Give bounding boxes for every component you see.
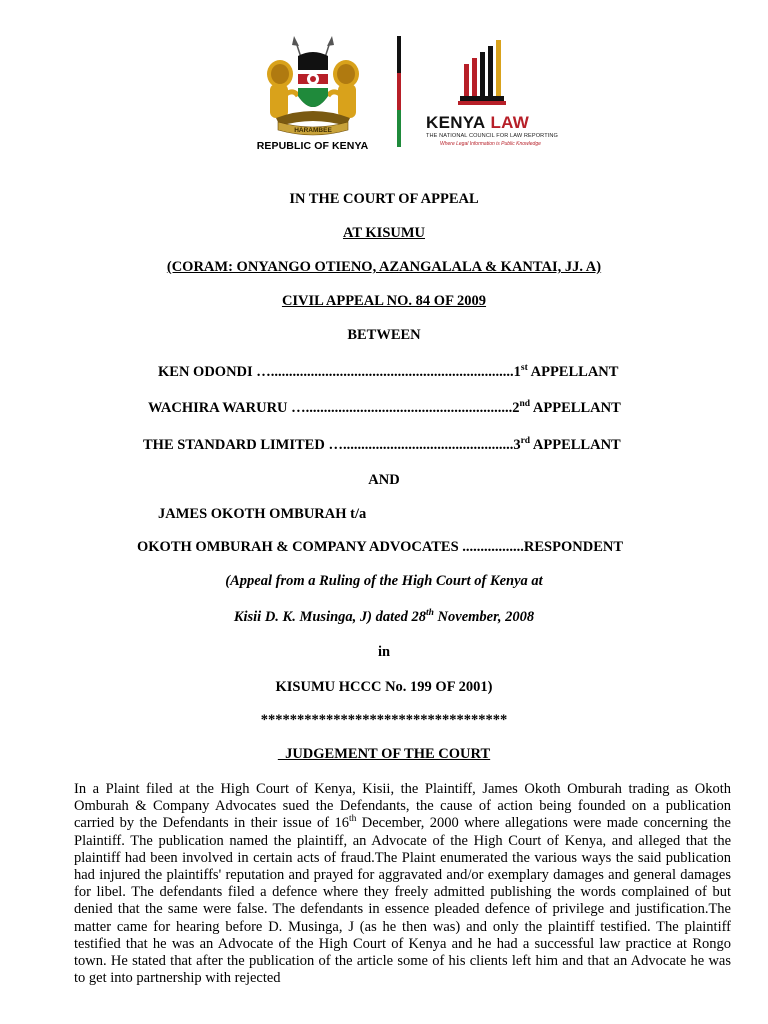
coat-of-arms: [250, 34, 375, 152]
separator-stars: **********************************: [260, 712, 508, 728]
party-dots: ...............................................: [342, 437, 514, 453]
lower-court-case: KISUMU HCCC No. 199 OF 2001): [275, 679, 493, 695]
judgement-title: JUDGEMENT OF THE COURT: [277, 746, 491, 762]
kenya-law-name: KENYA LAW: [426, 113, 530, 132]
kenya-law-logo: [420, 38, 560, 153]
and-label: AND: [368, 472, 400, 488]
coram: (CORAM: ONYANGO OTIENO, AZANGALALA & KANTAI, JJ. A): [166, 259, 602, 275]
in-label: in: [377, 644, 391, 660]
party-ordinal: 1: [513, 364, 521, 380]
party-role: APPELLANT: [530, 364, 619, 380]
kenya-law-pillars-icon: [458, 38, 508, 108]
party-ordinal-suffix: st: [520, 363, 528, 373]
party-ordinal-suffix: nd: [519, 399, 531, 409]
coat-of-arms-icon: [258, 34, 368, 138]
coat-of-arms-caption: REPUBLIC OF KENYA: [256, 140, 369, 152]
judgement-body: [74, 781, 731, 987]
appellant-2: [148, 400, 621, 417]
respondent-line-1: JAMES OKOTH OMBURAH t/a: [158, 506, 367, 522]
party-name: KEN ODONDI …: [158, 364, 271, 380]
court-location: AT KISUMU: [342, 225, 426, 241]
appeal-from-line-1: (Appeal from a Ruling of the High Court of Kenya at: [225, 573, 543, 589]
kenya-law-slogan: Where Legal Information is Public Knowledge: [440, 141, 541, 147]
appeal-number: CIVIL APPEAL NO. 84 OF 2009: [281, 293, 487, 309]
kenya-law-tagline: THE NATIONAL COUNCIL FOR LAW REPORTING: [426, 133, 558, 139]
party-dots: ...................................................................: [270, 364, 514, 380]
motto-text: HARAMBEE: [294, 127, 332, 134]
paragraph-1: In a Plaint filed at the High Court of Kenya, Kisii, the Plaintiff, James Okoth Omburah trading as Okoth Omburah & Company Advocates sued the Defendants, the cause of action being founded on a publication carried by the Defendants in their issue of 16th December, 2000 where allegations were made concerning the Plaintiff. The publication named the plaintiff, an Advocate of the High Court of Kenya, and alleged that the plaintiff had been involved in certain acts of fraud.The Plaint enumerated the various ways the said publication had injured the plaintiffs' reputation and prayed for aggravated and/or exemplary damages and general damages for libel. The defendants filed a defence where they freely admitted publishing the words complained of but denied that the same were false. The defendants in essence pleaded defence of privilege and justification.The matter came for hearing before D. Musinga, J (as he then was) and only the plaintiff testified. The plaintiff testified that he was an Advocate of the High Court of Kenya and he had a successful law practice at Rongo town. He stated that after the publication of the article some of his clients left him and that an Advocate he was to get into partnership with rejected: [74, 781, 731, 987]
appellant-1: [158, 364, 618, 381]
appeal-from-line-2: Kisii D. K. Musinga, J) dated 28th November, 2008: [233, 608, 535, 625]
party-dots: .........................................................: [305, 400, 513, 416]
logo-divider: [397, 36, 401, 148]
party-ordinal-suffix: rd: [520, 436, 531, 446]
party-ordinal: 3: [513, 437, 521, 453]
party-name: WACHIRA WARURU …: [148, 400, 306, 416]
party-role: APPELLANT: [532, 437, 621, 453]
respondent-line-2: OKOTH OMBURAH & COMPANY ADVOCATES .................RESPONDENT: [137, 539, 624, 555]
court-name: IN THE COURT OF APPEAL: [289, 191, 479, 207]
party-role: APPELLANT: [532, 400, 621, 416]
party-ordinal: 2: [512, 400, 520, 416]
party-name: THE STANDARD LIMITED …: [143, 437, 343, 453]
header-logos: [0, 30, 768, 155]
between-label: BETWEEN: [347, 327, 421, 343]
appellant-3: [143, 437, 621, 454]
